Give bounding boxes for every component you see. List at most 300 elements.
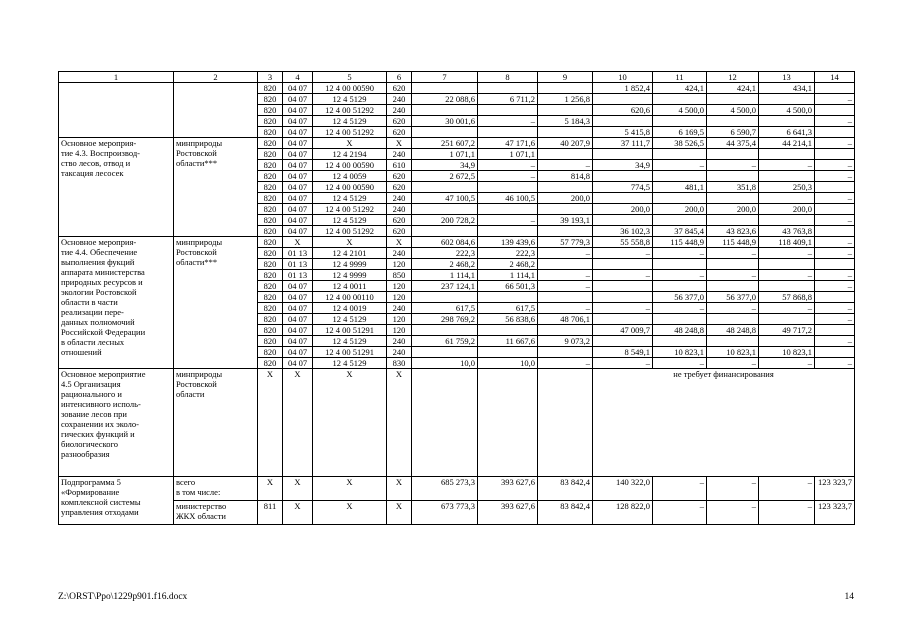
table-cell	[653, 314, 707, 325]
table-cell: 12 4 2101	[313, 248, 387, 259]
table-cell	[478, 226, 538, 237]
header-cell: 9	[538, 72, 593, 83]
table-cell: –	[538, 281, 593, 292]
header-cell: 6	[387, 72, 412, 83]
table-cell: 240	[387, 303, 412, 314]
footer-file-path: Z:\ORST\Ppo\1229p901.f16.docx	[58, 592, 188, 602]
table-cell: 10 823,1	[707, 347, 759, 358]
table-cell: 811	[258, 501, 283, 525]
table-cell: 1 114,1	[412, 270, 478, 281]
table-cell: 123 323,7	[815, 501, 855, 525]
table-cell: 240	[387, 347, 412, 358]
table-cell: 5 415,8	[593, 127, 653, 138]
table-cell	[707, 215, 759, 226]
table-cell: 04 07	[283, 182, 313, 193]
table-cell: 83 842,4	[538, 501, 593, 525]
table-cell: 820	[258, 105, 283, 116]
table-cell	[593, 116, 653, 127]
table-cell	[478, 127, 538, 138]
table-cell: 12 4 0011	[313, 281, 387, 292]
table-cell	[538, 105, 593, 116]
table-cell: –	[815, 358, 855, 369]
table-cell: 620	[387, 226, 412, 237]
table-cell: 56 838,6	[478, 314, 538, 325]
table-cell	[412, 204, 478, 215]
table-cell	[815, 259, 855, 270]
table-cell: –	[759, 270, 815, 281]
table-cell: 820	[258, 204, 283, 215]
table-cell: –	[815, 193, 855, 204]
executor-cell: всего в том числе:	[174, 477, 258, 501]
table-cell	[593, 94, 653, 105]
table-cell: –	[815, 303, 855, 314]
table-cell: 04 07	[283, 347, 313, 358]
table-cell	[707, 314, 759, 325]
table-cell: X	[283, 237, 313, 248]
table-cell: 34,9	[412, 160, 478, 171]
table-cell: 850	[387, 270, 412, 281]
table-cell	[707, 281, 759, 292]
table-cell	[478, 182, 538, 193]
table-cell: 120	[387, 259, 412, 270]
table-cell: 04 07	[283, 292, 313, 303]
table-cell: 240	[387, 149, 412, 160]
table-cell: 1 256,8	[538, 94, 593, 105]
table-cell: 22 088,6	[412, 94, 478, 105]
table-cell: 47 009,7	[593, 325, 653, 336]
table-cell	[759, 94, 815, 105]
table-cell	[653, 149, 707, 160]
table-cell: –	[653, 248, 707, 259]
table-cell: 12 4 00 51292	[313, 226, 387, 237]
header-cell: 11	[653, 72, 707, 83]
table-cell	[478, 105, 538, 116]
table-cell: 83 842,4	[538, 477, 593, 501]
table-cell: 120	[387, 314, 412, 325]
table-cell: 123 323,7	[815, 477, 855, 501]
header-cell: 2	[174, 72, 258, 83]
table-cell: 118 409,1	[759, 237, 815, 248]
header-cell: 10	[593, 72, 653, 83]
table-cell	[653, 171, 707, 182]
table-cell: –	[707, 358, 759, 369]
table-cell: 6 590,7	[707, 127, 759, 138]
table-cell	[815, 127, 855, 138]
table-cell: 12 4 00 51292	[313, 105, 387, 116]
table-cell: 47 100,5	[412, 193, 478, 204]
table-cell	[478, 347, 538, 358]
table-cell: 49 717,2	[759, 325, 815, 336]
table-cell: 36 102,3	[593, 226, 653, 237]
table-cell: 820	[258, 314, 283, 325]
table-cell: X	[313, 138, 387, 149]
table-cell	[538, 369, 593, 477]
table-cell: 351,8	[707, 182, 759, 193]
table-cell	[653, 336, 707, 347]
table-cell	[815, 182, 855, 193]
table-cell: 128 822,0	[593, 501, 653, 525]
table-cell	[412, 369, 478, 477]
table-cell: –	[653, 477, 707, 501]
table-cell: 481,1	[653, 182, 707, 193]
table-cell	[653, 94, 707, 105]
table-cell: –	[478, 160, 538, 171]
table-cell: 240	[387, 336, 412, 347]
table-cell: 140 322,0	[593, 477, 653, 501]
activity-name-cell	[59, 83, 174, 138]
table-cell	[538, 259, 593, 270]
executor-cell: минприроды Ростовской области***	[174, 237, 258, 369]
table-cell: X	[313, 369, 387, 477]
table-cell: 820	[258, 303, 283, 314]
table-row	[59, 138, 855, 149]
table-cell	[538, 127, 593, 138]
table-cell: –	[707, 477, 759, 501]
table-cell: 2 672,5	[412, 171, 478, 182]
table-cell	[412, 105, 478, 116]
table-cell: 2 468,2	[478, 259, 538, 270]
executor-cell: минприроды Ростовской области	[174, 369, 258, 477]
table-cell: 820	[258, 193, 283, 204]
table-cell: X	[283, 369, 313, 477]
table-cell: 820	[258, 336, 283, 347]
table-cell: 115 448,9	[653, 237, 707, 248]
budget-table	[58, 71, 855, 525]
header-cell: 5	[313, 72, 387, 83]
table-cell: –	[478, 116, 538, 127]
table-cell	[478, 369, 538, 477]
table-cell	[478, 204, 538, 215]
table-cell	[593, 259, 653, 270]
table-cell: 820	[258, 270, 283, 281]
table-cell: 12 4 5129	[313, 94, 387, 105]
table-cell: 200,0	[653, 204, 707, 215]
table-cell: 120	[387, 281, 412, 292]
table-cell: 44 214,1	[759, 138, 815, 149]
activity-name-cell: Основное мероприя- тие 4.4. Обеспечение выполнения фукций аппарата министерства природных ресурсов и экологии Ростовской области в части реализации пере- данных полномочий Российской Федерации в области лесных отношений	[59, 237, 174, 369]
table-cell: 12 4 0059	[313, 171, 387, 182]
table-cell: 820	[258, 182, 283, 193]
table-cell	[815, 292, 855, 303]
table-cell	[759, 116, 815, 127]
header-cell: 13	[759, 72, 815, 83]
table-cell	[478, 83, 538, 94]
table-cell: 12 4 9999	[313, 259, 387, 270]
table-cell	[815, 204, 855, 215]
table-cell	[538, 182, 593, 193]
table-cell: 251 607,2	[412, 138, 478, 149]
table-cell: 814,8	[538, 171, 593, 182]
table-cell	[653, 259, 707, 270]
table-cell: 04 07	[283, 325, 313, 336]
table-cell	[412, 182, 478, 193]
table-cell: 37 111,7	[593, 138, 653, 149]
table-cell: 602 084,6	[412, 237, 478, 248]
table-cell: X	[283, 477, 313, 501]
table-cell: 200 728,2	[412, 215, 478, 226]
table-cell: 12 4 5129	[313, 116, 387, 127]
table-cell	[538, 204, 593, 215]
table-cell	[815, 347, 855, 358]
table-cell: 39 193,1	[538, 215, 593, 226]
table-cell	[815, 83, 855, 94]
table-cell	[538, 149, 593, 160]
table-cell: X	[313, 237, 387, 248]
table-cell: –	[759, 303, 815, 314]
table-cell	[653, 281, 707, 292]
table-cell: 200,0	[759, 204, 815, 215]
table-cell: 04 07	[283, 281, 313, 292]
table-cell: 1 852,4	[593, 83, 653, 94]
table-cell	[759, 171, 815, 182]
table-cell	[593, 215, 653, 226]
table-cell: 8 549,1	[593, 347, 653, 358]
table-cell: 12 4 00 00110	[313, 292, 387, 303]
table-cell: 240	[387, 193, 412, 204]
table-cell: –	[707, 270, 759, 281]
table-cell: –	[815, 171, 855, 182]
table-cell: 222,3	[412, 248, 478, 259]
table-cell: 820	[258, 171, 283, 182]
table-cell: 56 377,0	[653, 292, 707, 303]
table-cell: 04 07	[283, 204, 313, 215]
no-financing-note: не требует финансирования	[593, 369, 855, 477]
activity-name-cell: Подпрограмма 5 «Формирование комплексной системы управления отходами	[59, 477, 174, 525]
table-cell: 57 779,3	[538, 237, 593, 248]
table-cell: 820	[258, 358, 283, 369]
table-cell: 620	[387, 171, 412, 182]
table-cell: 40 207,9	[538, 138, 593, 149]
table-cell: 04 07	[283, 358, 313, 369]
table-cell	[653, 116, 707, 127]
table-cell	[707, 149, 759, 160]
table-cell	[538, 347, 593, 358]
table-cell: –	[815, 270, 855, 281]
table-cell: 424,1	[653, 83, 707, 94]
table-cell: –	[653, 501, 707, 525]
table-cell: 47 171,6	[478, 138, 538, 149]
table-cell: 43 823,6	[707, 226, 759, 237]
table-cell	[707, 193, 759, 204]
table-cell: 10,0	[478, 358, 538, 369]
table-cell: 9 073,2	[538, 336, 593, 347]
table-cell: 12 4 00 51291	[313, 325, 387, 336]
table-cell: –	[707, 303, 759, 314]
table-cell: 620	[387, 83, 412, 94]
header-cell: 4	[283, 72, 313, 83]
table-cell	[815, 149, 855, 160]
table-cell: 424,1	[707, 83, 759, 94]
table-cell: 48 248,8	[707, 325, 759, 336]
table-cell: 393 627,6	[478, 501, 538, 525]
table-cell: 10 823,1	[759, 347, 815, 358]
table-cell: 434,1	[759, 83, 815, 94]
table-cell: 6 711,2	[478, 94, 538, 105]
header-cell: 8	[478, 72, 538, 83]
table-cell: 01 13	[283, 259, 313, 270]
table-cell	[707, 259, 759, 270]
table-cell	[653, 215, 707, 226]
table-cell: 673 773,3	[412, 501, 478, 525]
table-cell: –	[707, 248, 759, 259]
table-cell	[593, 292, 653, 303]
table-cell: –	[478, 171, 538, 182]
table-cell: 04 07	[283, 193, 313, 204]
table-cell: 66 501,3	[478, 281, 538, 292]
table-cell: 30 001,6	[412, 116, 478, 127]
table-cell: 200,0	[538, 193, 593, 204]
table-cell: –	[653, 358, 707, 369]
table-cell	[478, 292, 538, 303]
table-cell: 139 439,6	[478, 237, 538, 248]
table-cell: –	[593, 248, 653, 259]
table-row	[59, 477, 855, 501]
table-cell: 820	[258, 127, 283, 138]
table-cell: 820	[258, 83, 283, 94]
table-cell	[538, 325, 593, 336]
table-cell	[653, 193, 707, 204]
table-cell: –	[593, 270, 653, 281]
table-cell: 5 184,3	[538, 116, 593, 127]
activity-name-cell: Основное мероприя- тие 4.3. Воспроизвод- ство лесов, отвод и таксация лесосек	[59, 138, 174, 237]
table-cell: 01 13	[283, 270, 313, 281]
table-cell: –	[653, 270, 707, 281]
table-cell: X	[283, 501, 313, 525]
table-cell: –	[759, 248, 815, 259]
table-cell: 685 273,3	[412, 477, 478, 501]
table-cell: 04 07	[283, 138, 313, 149]
table-cell: 12 4 5129	[313, 215, 387, 226]
table-cell: 820	[258, 248, 283, 259]
table-cell: –	[815, 94, 855, 105]
table-cell: 12 4 00 51292	[313, 204, 387, 215]
header-row	[59, 72, 855, 83]
table-cell: 04 07	[283, 314, 313, 325]
executor-cell: министерство ЖКХ области	[174, 501, 258, 525]
activity-name-cell: Основное мероприятие 4.5 Организация рационального и интенсивного исполь- зование лесов при сохранении их эколо- гических функций и биологического разнообразия	[59, 369, 174, 477]
table-cell	[593, 281, 653, 292]
table-cell: 37 845,4	[653, 226, 707, 237]
table-cell: X	[313, 501, 387, 525]
table-cell: 240	[387, 204, 412, 215]
table-cell: 57 868,8	[759, 292, 815, 303]
header-cell: 14	[815, 72, 855, 83]
table-cell: 12 4 5129	[313, 193, 387, 204]
table-cell: 830	[387, 358, 412, 369]
table-cell: –	[653, 160, 707, 171]
table-cell: –	[815, 116, 855, 127]
header-cell: 1	[59, 72, 174, 83]
table-cell: 04 07	[283, 116, 313, 127]
table-cell: –	[707, 501, 759, 525]
table-cell: –	[815, 160, 855, 171]
table-cell: 820	[258, 149, 283, 160]
table-cell	[412, 226, 478, 237]
table-cell: –	[815, 237, 855, 248]
header-cell: 12	[707, 72, 759, 83]
table-cell: X	[313, 477, 387, 501]
table-cell: 200,0	[707, 204, 759, 215]
table-cell: 115 448,9	[707, 237, 759, 248]
table-cell: 12 4 00 00590	[313, 83, 387, 94]
table-cell	[759, 281, 815, 292]
table-cell: –	[759, 358, 815, 369]
table-cell: 04 07	[283, 127, 313, 138]
table-cell: 04 07	[283, 303, 313, 314]
table-cell: 820	[258, 94, 283, 105]
table-cell: 820	[258, 237, 283, 248]
table-cell: 774,5	[593, 182, 653, 193]
table-cell: –	[538, 303, 593, 314]
table-cell: –	[538, 270, 593, 281]
table-cell: 820	[258, 226, 283, 237]
table-cell: 120	[387, 325, 412, 336]
table-cell: –	[593, 358, 653, 369]
table-cell: –	[653, 303, 707, 314]
table-cell: 820	[258, 160, 283, 171]
table-row	[59, 501, 855, 525]
table-cell: 250,3	[759, 182, 815, 193]
table-cell	[759, 149, 815, 160]
table-cell: 617,5	[412, 303, 478, 314]
table-cell	[707, 116, 759, 127]
table-cell: 237 124,1	[412, 281, 478, 292]
table-cell: 46 100,5	[478, 193, 538, 204]
table-cell: X	[387, 477, 412, 501]
table-cell: 240	[387, 105, 412, 116]
table-cell: –	[815, 215, 855, 226]
table-cell	[759, 215, 815, 226]
table-cell	[759, 314, 815, 325]
table-cell	[815, 325, 855, 336]
table-cell: 820	[258, 116, 283, 127]
table-cell: 820	[258, 281, 283, 292]
table-cell	[593, 314, 653, 325]
table-cell: 04 07	[283, 336, 313, 347]
table-cell: 200,0	[593, 204, 653, 215]
table-cell: 820	[258, 325, 283, 336]
table-cell	[759, 336, 815, 347]
table-cell	[593, 193, 653, 204]
table-cell: 820	[258, 347, 283, 358]
table-cell: 820	[258, 292, 283, 303]
table-cell: 6 169,5	[653, 127, 707, 138]
table-cell	[759, 193, 815, 204]
table-cell: 12 4 9999	[313, 270, 387, 281]
table-cell: –	[815, 336, 855, 347]
table-cell: 04 07	[283, 226, 313, 237]
table-cell: X	[258, 477, 283, 501]
table-cell	[815, 105, 855, 116]
table-cell: –	[759, 501, 815, 525]
table-cell: X	[387, 369, 412, 477]
table-cell: –	[707, 160, 759, 171]
table-cell: 48 706,1	[538, 314, 593, 325]
table-cell	[707, 336, 759, 347]
table-cell	[412, 127, 478, 138]
table-cell: 55 558,8	[593, 237, 653, 248]
table-cell	[538, 83, 593, 94]
table-cell: 12 4 0019	[313, 303, 387, 314]
table-cell: –	[538, 248, 593, 259]
executor-cell	[174, 83, 258, 138]
table-row	[59, 369, 855, 477]
table-cell: 620	[387, 127, 412, 138]
table-cell: 10 823,1	[653, 347, 707, 358]
table-row	[59, 237, 855, 248]
table-cell: 12 4 5129	[313, 336, 387, 347]
table-cell: 04 07	[283, 149, 313, 160]
